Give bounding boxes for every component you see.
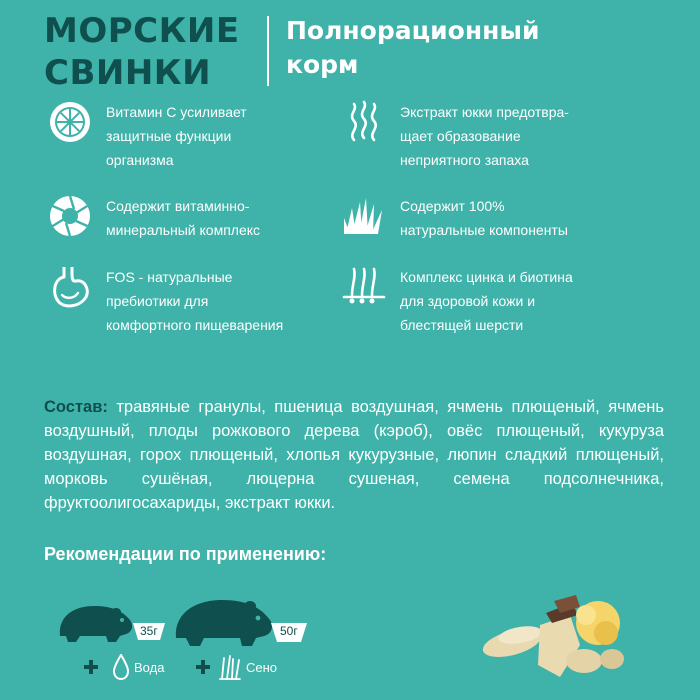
hay-label: Сено — [246, 659, 278, 675]
feature-text: Содержит витаминно- минеральный комплекс — [106, 198, 261, 238]
plus-icon — [196, 660, 210, 674]
feature-text: Экстракт юкки предотвра- щает образование неприятного запаха — [400, 104, 569, 168]
feature-text: Комплекс цинка и биотина для здоровой кожи и блестящей шерсти — [400, 269, 573, 333]
water-drop-icon — [112, 654, 130, 680]
brand-line-2: СВИНКИ — [44, 53, 212, 93]
stomach-icon — [48, 265, 92, 309]
brand-line-1: МОРСКИЕ — [44, 11, 240, 51]
recommendations-title: Рекомендации по применению: — [44, 544, 327, 564]
product-subtitle — [286, 14, 540, 82]
feature-natural — [342, 194, 568, 242]
hay-icon — [218, 654, 242, 680]
header-divider — [267, 16, 269, 86]
food-mix-illustration — [480, 585, 630, 685]
water-addon — [84, 654, 164, 680]
small-guinea-pig-icon — [56, 596, 136, 646]
composition-text: травяные гранулы, пшеница воздушная, ячмень плющеный, ячмень воздушный, плоды рожкового дерева (кэроб), овёс плющеный, кукуруза воздушная, горох плющеный, хлопья кукурузные, люпин сладкий плющеный, морковь сушёная, люцерна сушеная, семена подсолнечника, фруктоолигосахариды, экстракт юкки. — [44, 398, 664, 512]
feature-yucca — [342, 100, 569, 172]
subtitle-line-1: Полнорационный — [286, 16, 540, 45]
feature-fos — [48, 265, 283, 337]
plus-icon — [84, 660, 98, 674]
feature-zinc-biotin — [342, 265, 573, 337]
small-dose-label: 35г — [140, 624, 158, 638]
feature-vitamin-mineral — [48, 194, 260, 242]
feature-text: Витамин С усиливает защитные функции организма — [106, 104, 247, 168]
feature-text: FOS - натуральные пребиотики для комфортного пищеварения — [106, 269, 284, 333]
water-label: Вода — [134, 659, 165, 675]
yucca-waves-icon — [342, 100, 386, 144]
feature-vitamin-c — [48, 100, 247, 172]
feature-text: Содержит 100% натуральные компоненты — [400, 198, 568, 238]
composition-paragraph — [44, 395, 664, 515]
large-guinea-pig-icon — [172, 592, 276, 650]
brand-title — [44, 10, 240, 94]
header — [44, 10, 664, 93]
grass-icon — [342, 194, 386, 238]
citrus-slice-icon — [48, 100, 92, 144]
composition-label: Состав: — [44, 398, 108, 416]
large-dose-label: 50г — [280, 624, 298, 638]
subtitle-line-2: корм — [286, 50, 359, 79]
skin-hair-icon — [342, 265, 386, 309]
aperture-icon — [48, 194, 92, 238]
hay-addon — [196, 654, 277, 680]
